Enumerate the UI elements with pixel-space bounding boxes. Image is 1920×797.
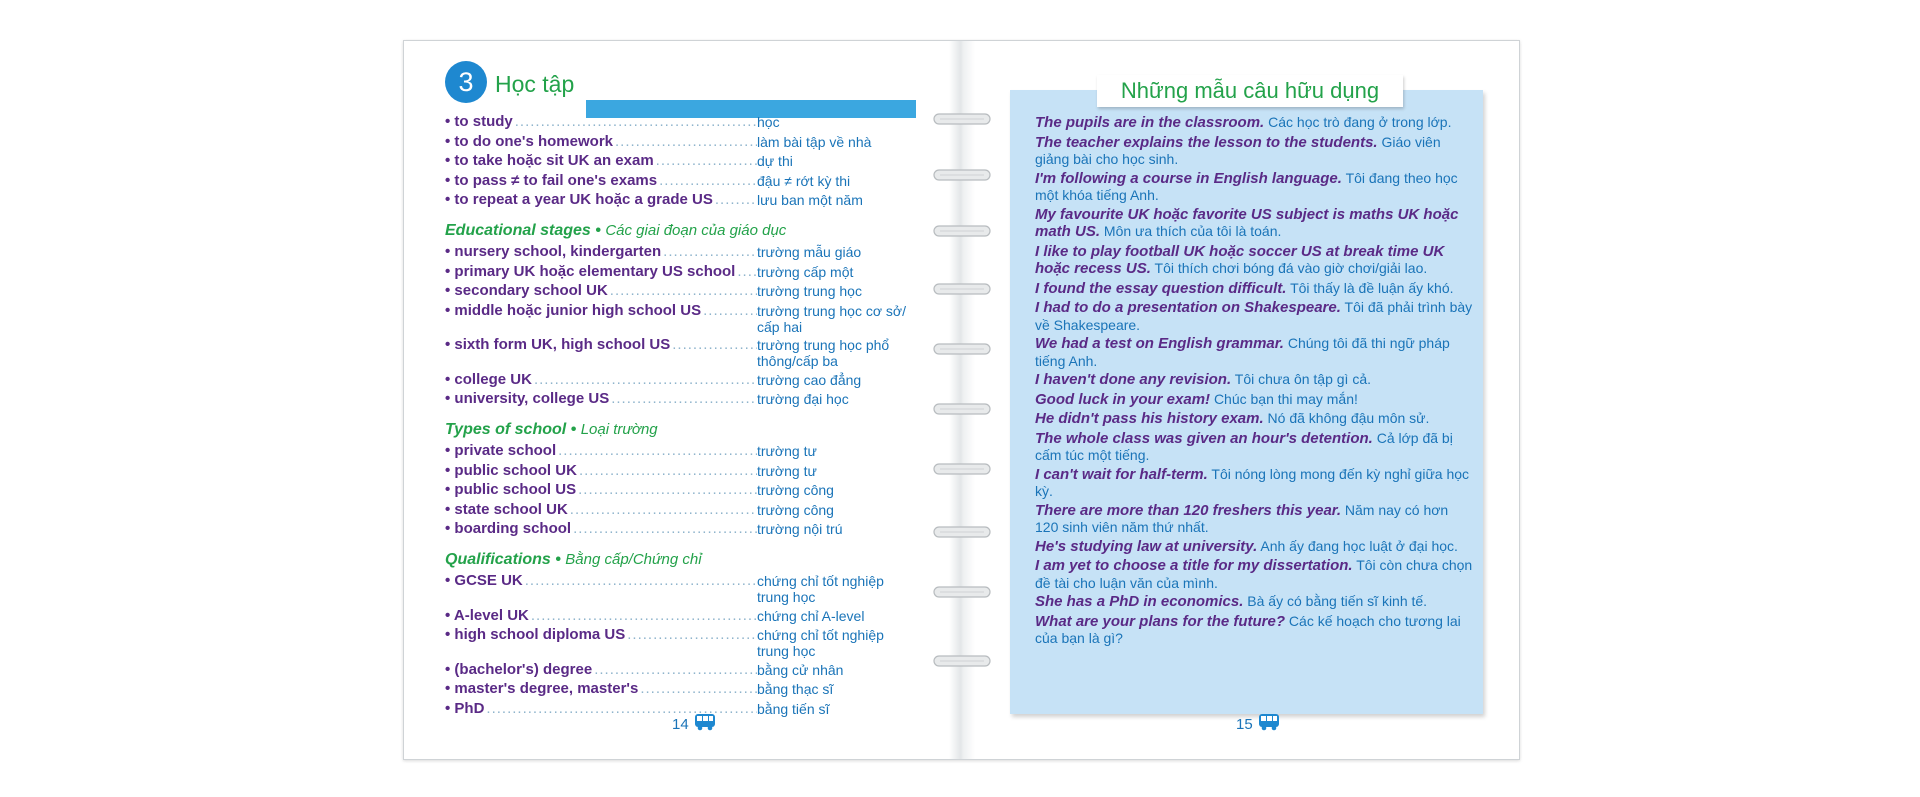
sentence-english: The teacher explains the lesson to the students. bbox=[1035, 133, 1378, 151]
sentence bbox=[1035, 134, 1475, 168]
leader-dots bbox=[672, 336, 757, 354]
vocab-term bbox=[445, 520, 757, 538]
sentence-vietnamese: Cả lớp đã bị cấm túc một tiếng. bbox=[1035, 429, 1453, 463]
bus-icon bbox=[1258, 713, 1280, 731]
vocab-translation: trường công bbox=[757, 501, 834, 518]
sentence bbox=[1035, 170, 1475, 204]
vocab-row bbox=[445, 462, 915, 480]
vocab-translation: bằng cử nhân bbox=[757, 661, 844, 678]
sentence-english: The whole class was given an hour's detention. bbox=[1035, 429, 1373, 447]
sentence bbox=[1035, 206, 1475, 241]
binding-ring bbox=[932, 341, 992, 357]
leader-dots bbox=[737, 263, 757, 281]
binding-ring bbox=[932, 401, 992, 417]
sentence bbox=[1035, 299, 1475, 333]
leader-dots bbox=[715, 191, 757, 209]
vocab-term bbox=[445, 336, 757, 354]
vocab-term-text: • master's degree, master's bbox=[445, 680, 639, 697]
vocab-row bbox=[445, 172, 915, 190]
vocab-translation: trường trung học phổ thông/cấp ba bbox=[757, 337, 890, 369]
vocab-row bbox=[445, 390, 915, 408]
leader-dots bbox=[515, 113, 757, 131]
vocab-translation: trường trung học cơ sở/ cấp hai bbox=[757, 302, 906, 335]
vocab-term-text: • to take hoặc sit UK an exam bbox=[445, 152, 654, 169]
vocab-term bbox=[445, 572, 757, 590]
vocab-row bbox=[445, 607, 915, 625]
vocab-term-text: • to repeat a year UK hoặc a grade US bbox=[445, 191, 713, 208]
binding-ring bbox=[932, 461, 992, 477]
vocab-term-text: • primary UK hoặc elementary US school bbox=[445, 262, 736, 280]
vocab-row bbox=[445, 501, 915, 519]
sentence-vietnamese: Tôi nóng lòng mong đến kỳ nghỉ giữa học kỳ. bbox=[1035, 465, 1470, 499]
group-heading bbox=[445, 550, 915, 569]
sentence-english: He's studying law at university. bbox=[1035, 537, 1258, 555]
sentence-vietnamese: Tôi chưa ôn tập gì cả. bbox=[1234, 371, 1371, 387]
sentence-vietnamese: Tôi thấy là đề luận ấy khó. bbox=[1290, 279, 1454, 296]
vocab-term-text: • public school UK bbox=[445, 461, 577, 479]
leader-dots bbox=[534, 371, 757, 389]
vocab-translation: trường công bbox=[757, 482, 834, 498]
vocab-term bbox=[445, 243, 757, 261]
group-heading-vi: Loại trường bbox=[580, 421, 658, 438]
sentence-vietnamese: Anh ấy đang học luật ở đại học. bbox=[1260, 537, 1458, 554]
sentence-vietnamese: Bà ấy có bằng tiến sĩ kinh tế. bbox=[1247, 593, 1428, 609]
vocab-term bbox=[445, 263, 757, 281]
sentence-vietnamese: Nó đã không đậu môn sử. bbox=[1267, 410, 1430, 426]
vocab-term-text: • middle hoặc junior high school US bbox=[445, 301, 702, 319]
right-page bbox=[960, 41, 1519, 759]
leader-dots bbox=[611, 390, 757, 408]
sentence bbox=[1035, 410, 1475, 428]
vocab-row bbox=[445, 661, 915, 679]
vocab-term-text: • high school diploma US bbox=[445, 626, 626, 643]
sentence-english: I am yet to choose a title for my dissertation. bbox=[1035, 557, 1353, 574]
sentence bbox=[1035, 538, 1475, 556]
sentence-english: I like to play football UK hoặc soccer US at break time UK hoặc recess US. bbox=[1035, 242, 1445, 277]
vocab-term bbox=[445, 481, 757, 499]
vocab-translation: trường tư bbox=[757, 443, 817, 459]
vocab-row bbox=[445, 113, 915, 131]
vocab-term bbox=[445, 390, 757, 408]
sentence-vietnamese: Các học trò đang ở trong lớp. bbox=[1268, 114, 1452, 130]
vocab-term bbox=[445, 113, 757, 131]
sentence bbox=[1035, 593, 1475, 611]
vocab-term-text: • to pass ≠ to fail one's exams bbox=[445, 171, 658, 189]
vocab-row bbox=[445, 481, 915, 499]
leader-dots bbox=[640, 680, 757, 698]
leader-dots bbox=[573, 520, 757, 538]
binding-ring bbox=[932, 584, 992, 600]
page-number-right: 15 bbox=[1236, 716, 1253, 733]
vocab-translation: trường cấp một bbox=[757, 263, 854, 280]
group-heading bbox=[445, 420, 915, 439]
vocab-term bbox=[445, 172, 757, 190]
vocab-term bbox=[445, 661, 757, 679]
vocab-term-text: • to do one's homework bbox=[445, 132, 613, 150]
vocab-term bbox=[445, 282, 757, 300]
section-number-badge: 3 bbox=[445, 61, 487, 103]
vocab-row bbox=[445, 133, 915, 151]
vocab-row bbox=[445, 263, 915, 281]
binding-ring bbox=[932, 167, 992, 183]
vocab-row bbox=[445, 191, 915, 209]
sentence-english: I haven't done any revision. bbox=[1035, 371, 1232, 388]
sentence bbox=[1035, 335, 1475, 369]
vocab-term-text: • (bachelor's) degree bbox=[445, 660, 593, 678]
vocab-translation: học bbox=[757, 114, 780, 130]
vocab-translation: trường mẫu giáo bbox=[757, 244, 862, 260]
vocab-row bbox=[445, 282, 915, 300]
sentence bbox=[1035, 114, 1475, 132]
leader-dots bbox=[659, 172, 757, 190]
leader-dots bbox=[610, 282, 757, 300]
leader-dots bbox=[656, 152, 757, 170]
sentence-vietnamese: Môn ưa thích của tôi là toán. bbox=[1103, 223, 1282, 239]
leader-dots bbox=[558, 442, 757, 460]
sentence bbox=[1035, 280, 1475, 298]
vocab-row bbox=[445, 371, 915, 389]
binding-ring bbox=[932, 223, 992, 239]
sentence-english: She has a PhD in economics. bbox=[1035, 593, 1244, 610]
vocab-term bbox=[445, 442, 757, 460]
sentence bbox=[1035, 430, 1475, 464]
vocab-term bbox=[445, 371, 757, 389]
vocab-row bbox=[445, 442, 915, 460]
vocab-translation: lưu ban một năm bbox=[757, 192, 863, 208]
leader-dots bbox=[663, 243, 757, 261]
vocab-term-text: • PhD bbox=[445, 699, 485, 717]
vocab-translation: chứng chỉ tốt nghiệp trung học bbox=[757, 627, 884, 659]
leader-dots bbox=[525, 572, 757, 590]
vocab-translation: bằng tiến sĩ bbox=[757, 700, 830, 717]
sentence-vietnamese: Chúng tôi đã thi ngữ pháp tiếng Anh. bbox=[1035, 335, 1450, 369]
vocab-row bbox=[445, 336, 915, 369]
vocab-row bbox=[445, 700, 915, 718]
left-page bbox=[404, 41, 960, 759]
vocab-term-text: • public school US bbox=[445, 481, 577, 498]
leader-dots bbox=[594, 661, 757, 679]
sentence-english: I can't wait for half-term. bbox=[1035, 465, 1208, 483]
vocab-term-text: • GCSE UK bbox=[445, 572, 523, 589]
bus-icon bbox=[694, 713, 716, 731]
sentence-english: I found the essay question difficult. bbox=[1035, 279, 1287, 297]
vocab-row bbox=[445, 243, 915, 261]
vocab-translation: chứng chỉ tốt nghiệp trung học bbox=[757, 573, 884, 605]
vocab-row bbox=[445, 626, 915, 659]
vocab-term bbox=[445, 680, 757, 698]
vocab-term bbox=[445, 191, 757, 209]
leader-dots bbox=[570, 501, 757, 519]
vocab-term-text: • boarding school bbox=[445, 520, 572, 537]
sentence-vietnamese: Tôi thích chơi bóng đá vào giờ chơi/giải lao. bbox=[1154, 260, 1428, 276]
sentence bbox=[1035, 371, 1475, 389]
vocab-term-text: • nursery school, kindergarten bbox=[445, 243, 662, 260]
vocab-term bbox=[445, 462, 757, 480]
open-book bbox=[403, 40, 1520, 760]
sentence bbox=[1035, 243, 1475, 278]
vocab-translation: trường cao đẳng bbox=[757, 371, 862, 388]
vocab-term-text: • A-level UK bbox=[445, 606, 529, 624]
binding-ring bbox=[932, 111, 992, 127]
sentence-vietnamese: Giáo viên giảng bài cho học sinh. bbox=[1035, 133, 1441, 167]
vocab-term-text: • secondary school UK bbox=[445, 282, 608, 299]
group-heading-en: Qualifications • bbox=[445, 551, 561, 568]
group-heading-vi: Các giai đoạn của giáo dục bbox=[605, 222, 787, 239]
vocab-translation: chứng chỉ A-level bbox=[757, 607, 865, 624]
vocab-translation: trường tư bbox=[757, 462, 817, 479]
vocab-translation: dự thi bbox=[757, 153, 793, 169]
useful-sentences-title: Những mẫu câu hữu dụng bbox=[1097, 75, 1403, 107]
binding-ring bbox=[932, 653, 992, 669]
sentence-english: He didn't pass his history exam. bbox=[1035, 410, 1264, 427]
vocab-translation: bằng thạc sĩ bbox=[757, 681, 834, 697]
sentence-english: My favourite UK hoặc favorite US subject is maths UK hoặc math US. bbox=[1035, 205, 1459, 240]
vocab-term-text: • college UK bbox=[445, 370, 532, 388]
vocab-term bbox=[445, 501, 757, 519]
vocab-term bbox=[445, 133, 757, 151]
vocab-row bbox=[445, 520, 915, 538]
leader-dots bbox=[579, 462, 757, 480]
leader-dots bbox=[703, 302, 757, 320]
vocab-row bbox=[445, 302, 915, 335]
leader-dots bbox=[578, 481, 757, 499]
sentence-list bbox=[1035, 114, 1475, 649]
page-number-left: 14 bbox=[672, 716, 689, 733]
leader-dots bbox=[486, 700, 757, 718]
group-heading-vi: Bằng cấp/Chứng chỉ bbox=[565, 551, 702, 568]
vocab-row bbox=[445, 680, 915, 698]
leader-dots bbox=[627, 626, 757, 644]
sentence-english: We had a test on English grammar. bbox=[1035, 335, 1284, 352]
sentence-english: The pupils are in the classroom. bbox=[1035, 114, 1265, 131]
sentence-vietnamese: Chúc bạn thi may mắn! bbox=[1213, 390, 1358, 407]
vocab-term bbox=[445, 626, 757, 644]
sentence-english: What are your plans for the future? bbox=[1035, 612, 1286, 630]
sentence-vietnamese: Tôi còn chưa chọn đề tài cho luận văn của mình. bbox=[1035, 557, 1473, 591]
vocabulary-list bbox=[445, 113, 915, 719]
binding-ring bbox=[932, 281, 992, 297]
vocab-translation: làm bài tập về nhà bbox=[757, 133, 872, 150]
sentence bbox=[1035, 613, 1475, 647]
vocab-translation: trường đại học bbox=[757, 391, 849, 407]
vocab-term-text: • state school UK bbox=[445, 500, 568, 518]
group-heading bbox=[445, 221, 915, 240]
group-heading-en: Types of school • bbox=[445, 421, 577, 438]
sentence bbox=[1035, 466, 1475, 500]
leader-dots bbox=[615, 133, 757, 151]
sentence-english: I'm following a course in English language. bbox=[1035, 169, 1342, 187]
sentence bbox=[1035, 502, 1475, 536]
sentence-vietnamese: Tôi đang theo học một khóa tiếng Anh. bbox=[1035, 169, 1458, 203]
vocab-term-text: • private school bbox=[445, 442, 557, 459]
vocab-term-text: • university, college US bbox=[445, 390, 610, 407]
sentence bbox=[1035, 557, 1475, 591]
sentence-english: There are more than 120 freshers this year. bbox=[1035, 501, 1341, 519]
vocab-translation: trường nội trú bbox=[757, 521, 843, 537]
vocab-row bbox=[445, 152, 915, 170]
vocab-term-text: • sixth form UK, high school US bbox=[445, 336, 671, 353]
sentence-vietnamese: Các kế hoạch cho tương lai của bạn là gì? bbox=[1035, 612, 1461, 646]
vocab-term bbox=[445, 607, 757, 625]
vocab-row bbox=[445, 572, 915, 605]
sentence-vietnamese: Tôi đã phải trình bày về Shakespeare. bbox=[1035, 299, 1473, 333]
sentence-english: I had to do a presentation on Shakespeare. bbox=[1035, 299, 1341, 316]
vocab-term-text: • to study bbox=[445, 113, 513, 130]
section-title: Học tập bbox=[495, 71, 575, 97]
vocab-term bbox=[445, 302, 757, 320]
sentence bbox=[1035, 391, 1475, 409]
sentence-english: Good luck in your exam! bbox=[1035, 390, 1211, 408]
vocab-translation: trường trung học bbox=[757, 283, 862, 299]
group-heading-en: Educational stages • bbox=[445, 222, 601, 239]
binding-ring bbox=[932, 524, 992, 540]
leader-dots bbox=[531, 607, 757, 625]
sentence-vietnamese: Năm nay có hơn 120 sinh viên năm thứ nhất. bbox=[1035, 501, 1449, 535]
vocab-term bbox=[445, 152, 757, 170]
vocab-translation: đậu ≠ rớt kỳ thi bbox=[757, 172, 851, 189]
